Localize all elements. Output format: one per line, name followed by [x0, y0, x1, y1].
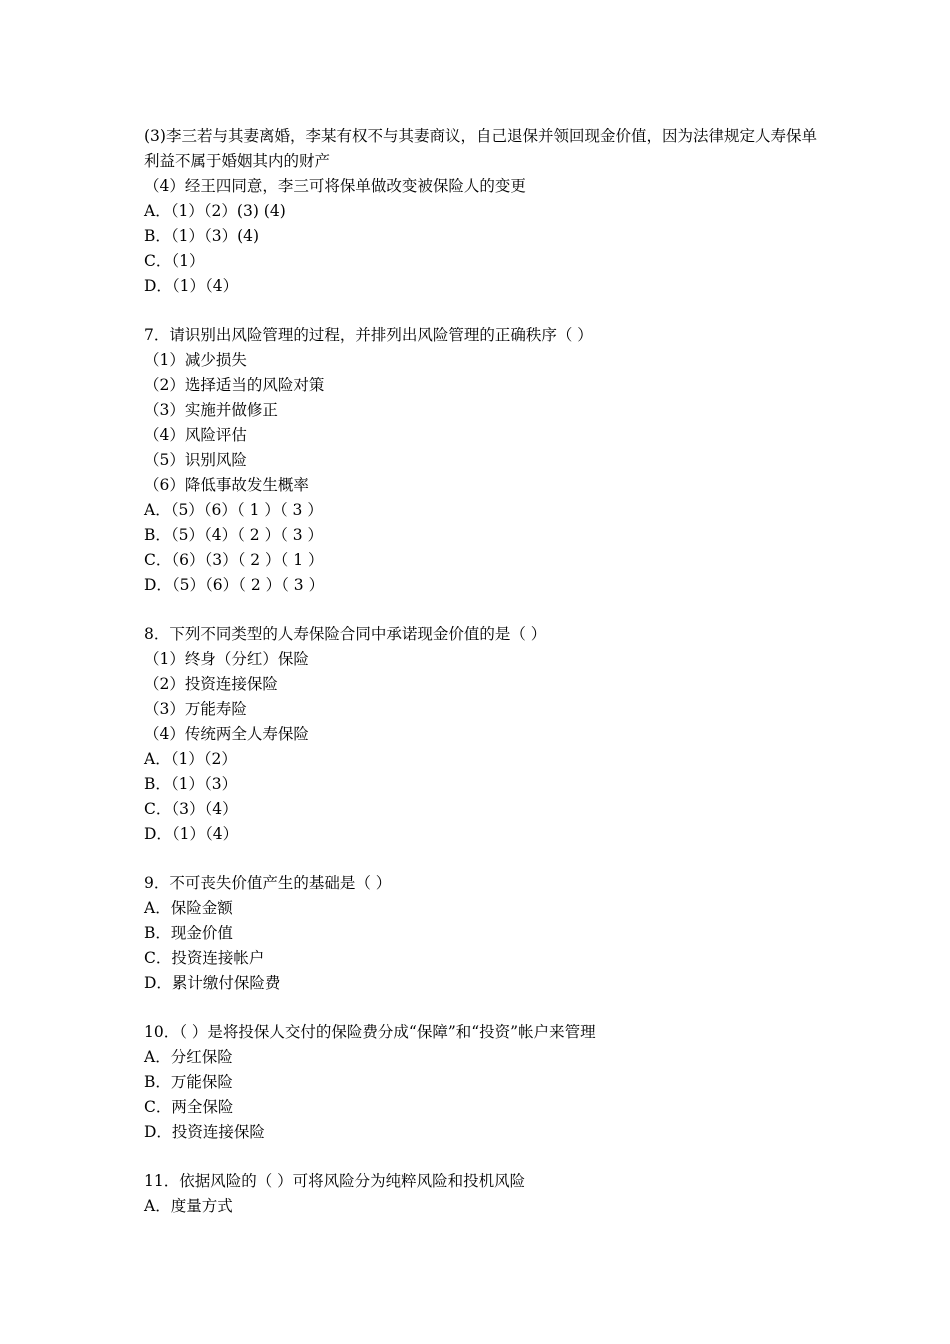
q7-option-c: C．（6）（3）（ 2 ）（ 1 ）	[144, 551, 324, 569]
q6-option-b: B．（1）（3）(4)	[144, 227, 260, 245]
q6-item-3: (3)李三若与其妻离婚，李某有权不与其妻商议，自己退保并领回现金价值，因为法律规定人寿保单利益不属于婚姻其内的财产	[144, 127, 817, 170]
q7-item-4: （4）风险评估	[144, 426, 247, 444]
q7-item-1: （1）减少损失	[144, 351, 247, 369]
q7-item-6: （6）降低事故发生概率	[144, 476, 309, 494]
q8-stem: 8．下列不同类型的人寿保险合同中承诺现金价值的是（ ）	[144, 625, 547, 643]
q6-option-a: A．（1）（2）(3) (4)	[144, 202, 286, 220]
spacer	[144, 299, 824, 323]
q10-option-d: D．投资连接保险	[144, 1123, 265, 1141]
q8-option-b: B．（1）（3）	[144, 775, 238, 793]
q7-item-2: （2）选择适当的风险对策	[144, 376, 325, 394]
q7-item-3: （3）实施并做修正	[144, 401, 278, 419]
document-page	[144, 124, 824, 1219]
q8-item-3: （3）万能寿险	[144, 700, 247, 718]
q8-item-4: （4）传统两全人寿保险	[144, 725, 309, 743]
q10-option-a: A．分红保险	[144, 1048, 233, 1066]
q10-option-c: C．两全保险	[144, 1098, 234, 1116]
q6-item-4: （4）经王四同意，李三可将保单做改变被保险人的变更	[144, 177, 526, 195]
q11-option-a: A．度量方式	[144, 1197, 233, 1215]
q6-option-c: C．（1）	[144, 252, 205, 270]
q7-item-5: （5）识别风险	[144, 451, 247, 469]
q7-option-b: B．（5）（4）（ 2 ）（ 3 ）	[144, 526, 324, 544]
q11-stem: 11．依据风险的（ ）可将风险分为纯粹风险和投机风险	[144, 1172, 526, 1190]
q8-item-2: （2）投资连接保险	[144, 675, 278, 693]
spacer	[144, 847, 824, 871]
q10-option-b: B．万能保险	[144, 1073, 233, 1091]
q7-option-d: D．（5）（6）（ 2 ）（ 3 ）	[144, 576, 325, 594]
q6-option-d: D．（1）（4）	[144, 277, 239, 295]
q7-stem: 7．请识别出风险管理的过程，并排列出风险管理的正确秩序（ ）	[144, 326, 593, 344]
q9-option-b: B．现金价值	[144, 924, 233, 942]
q8-item-1: （1）终身（分红）保险	[144, 650, 309, 668]
q8-option-a: A．（1）（2）	[144, 750, 237, 768]
q10-stem: 10．（ ）是将投保人交付的保险费分成“保障”和“投资”帐户来管理	[144, 1023, 596, 1041]
q9-option-a: A．保险金额	[144, 899, 233, 917]
q9-option-c: C．投资连接帐户	[144, 949, 265, 967]
spacer	[144, 598, 824, 622]
q9-option-d: D．累计缴付保险费	[144, 974, 281, 992]
spacer	[144, 1145, 824, 1169]
q8-option-d: D．（1）（4）	[144, 825, 239, 843]
q8-option-c: C．（3）（4）	[144, 800, 238, 818]
q9-stem: 9．不可丧失价值产生的基础是（ ）	[144, 874, 392, 892]
q7-option-a: A．（5）（6）（ 1 ）（ 3 ）	[144, 501, 323, 519]
spacer	[144, 996, 824, 1020]
